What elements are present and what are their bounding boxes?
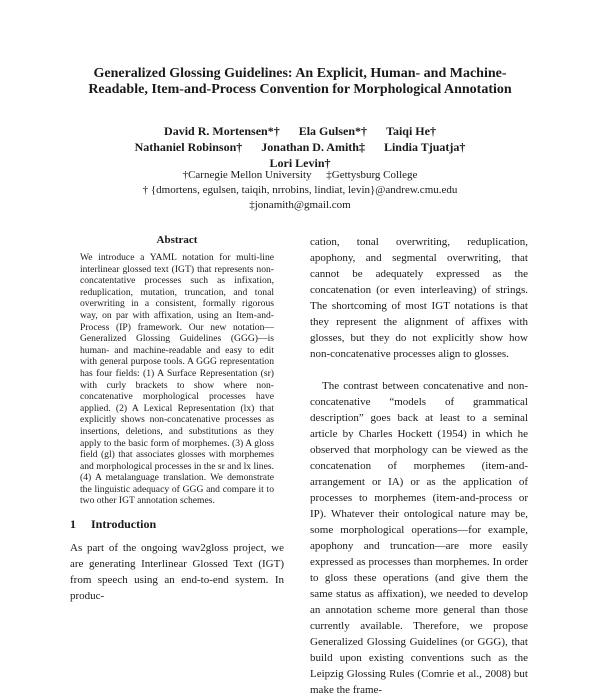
author-name: David R. Mortensen*†: [164, 124, 280, 138]
paper-title: Generalized Glossing Guidelines: An Explicit, Human- and Machine-Readable, Item-and-Process Convention for Morphological Annotation: [88, 66, 512, 97]
introduction-text-left: As part of the ongoing wav2gloss project, we are generating Interlinear Glossed Text (IGT) from speech using an end-to-end system. In produc-: [70, 542, 284, 603]
author-name: Nathaniel Robinson†: [134, 140, 243, 154]
left-column: [70, 234, 284, 604]
author-name: Ela Gulsen*†: [298, 124, 368, 138]
abstract-heading: Abstract: [156, 234, 198, 246]
affiliation-institutions: [70, 168, 530, 183]
author-list: [70, 123, 530, 171]
affiliation-emails-cmu: † {dmortens, egulsen, taiqih, nrrobins, lindiat, levin}@andrew.cmu.edu: [142, 184, 458, 196]
author-row-2: [70, 139, 530, 155]
affiliation-cmu: †Carnegie Mellon University: [182, 169, 312, 181]
author-name: Lindia Tjuatja†: [383, 140, 466, 154]
introduction-paragraph-2: The contrast between concatenative and non-concatenative “models of grammatical description” goes back at least to a seminal article by Charles Hockett (1954) in which he observed that morphology can be viewed as the concatenation of morphemes (item-and-arrangement or IA) or as the application of processes to morphemes (item-and-process or IP). Whatever their ontological nature may be, some morphological operations—for example, apophony and truncation—are more easily expressed as processes than morphemes. In order to gloss these operations (and give them the same status as affixation), we needed to develop an annotation scheme more general than those currently available. Therefore, we propose Generalized Glossing Guidelines (or GGG), that build upon existing conventions such as the Leipzig Glossing Rules (Comrie et al., 2008) but make the frame-: [310, 380, 528, 696]
author-name: Taiqi He†: [386, 124, 436, 138]
right-column: [310, 234, 528, 698]
affiliations: [70, 168, 530, 213]
abstract-text: We introduce a YAML notation for multi-line interlinear glossed text (IGT) that represents non-concatentative processes such as infixation, reduplication, mutation, truncation, and tonal overwriting in a consistent, formally rigorous way, on par with affixation, using an Item-and-Process (IP) framework. Our new notation—Generalized Glossing Guidelines (GGG)—is human- and machine-readable and easy to edit with general purpose tools. A GGG representation has four fields: (1) A Surface Representation (sr) with curly brackets to show where non-concatenative morphological processes have applied. (2) A Lexical Representation (lx) that explicitly shows non-concatenative processes as insertions, deletions, and substitutions as they apply to the basic form of morphemes. (3) A gloss field (gl) that associates glosses with morphemes and morphological processes in the sr and lx lines. (4) A metalanguage translation. We demonstrate the linguistic adequacy of GGG and compare it to two other IGT annotation schemes.: [80, 252, 274, 507]
affiliation-email-gmail: ‡jonamith@gmail.com: [249, 199, 351, 211]
section-number: 1: [70, 517, 76, 532]
affiliation-gettysburg: ‡Gettysburg College: [326, 169, 418, 181]
author-row-1: [70, 123, 530, 139]
author-name: Jonathan D. Amith‡: [261, 140, 365, 154]
author-name: Lori Levin†: [269, 156, 331, 170]
section-heading-introduction: [70, 517, 284, 532]
section-title: Introduction: [91, 517, 157, 532]
introduction-paragraph-1: cation, tonal overwriting, reduplication, apophony, and segmental overwriting, that cannot be adequately expressed as the concatenation (or even interleaving) of strings. The shortcoming of most IGT notations is that they represent the alignment of affixes with glosses, but they do not explicitly show how non-concatenative processes align to glosses.: [310, 236, 528, 360]
